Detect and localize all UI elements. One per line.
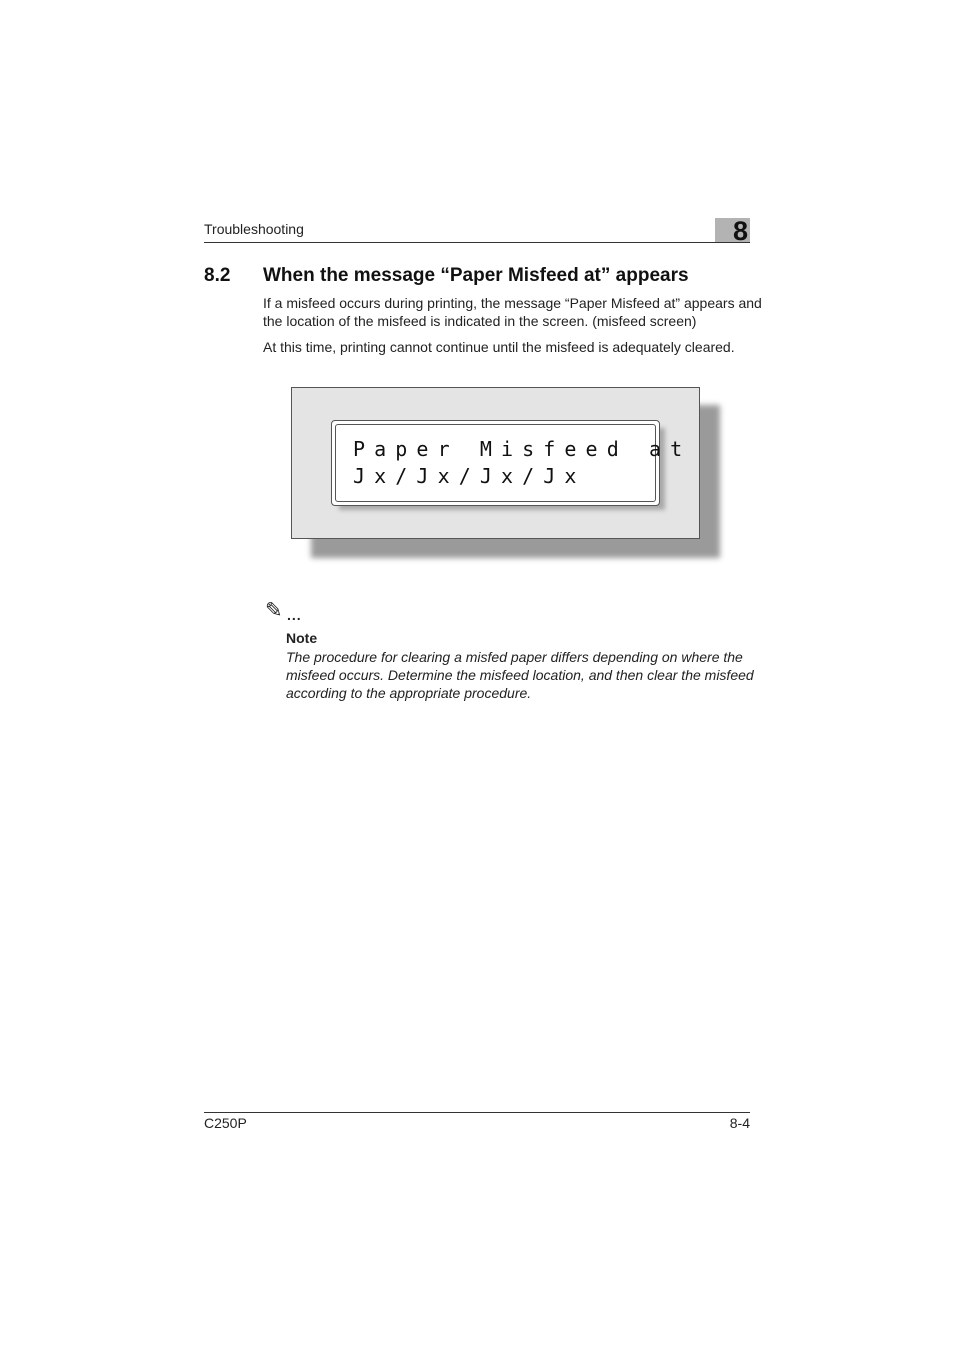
lcd-inner-frame <box>335 424 656 502</box>
section-title: When the message “Paper Misfeed at” appears <box>263 265 689 286</box>
body-paragraph-2: At this time, printing cannot continue until the misfeed is adequately cleared. <box>263 339 735 355</box>
note-label: Note <box>286 630 318 646</box>
footer-page-number: 8-4 <box>729 1115 750 1131</box>
header-section-label: Troubleshooting <box>204 221 304 237</box>
lcd-message-line-2: Jx/Jx/Jx/Jx <box>353 464 586 488</box>
chapter-tab <box>715 218 750 242</box>
lcd-message-line-1: Paper Misfeed at <box>353 437 692 461</box>
chapter-number: 8 <box>732 218 748 242</box>
note-text: The procedure for clearing a misfed paper differs depending on where the misfeed occurs. Determine the misfeed location, and then clear the misfeed according to the appropriate procedure. <box>286 649 754 701</box>
header-divider <box>204 242 750 243</box>
section-number: 8.2 <box>204 265 231 286</box>
footer-model: C250P <box>204 1115 247 1131</box>
body-paragraph-1: If a misfeed occurs during printing, the message “Paper Misfeed at” appears and the location of the misfeed is indicated in the screen. (misfeed screen) <box>263 295 762 329</box>
pencil-note-icon: ✎ <box>265 598 283 622</box>
section-heading <box>204 265 689 287</box>
footer-divider <box>204 1112 750 1113</box>
lcd-display <box>331 420 692 506</box>
note-dots: ... <box>287 607 302 623</box>
